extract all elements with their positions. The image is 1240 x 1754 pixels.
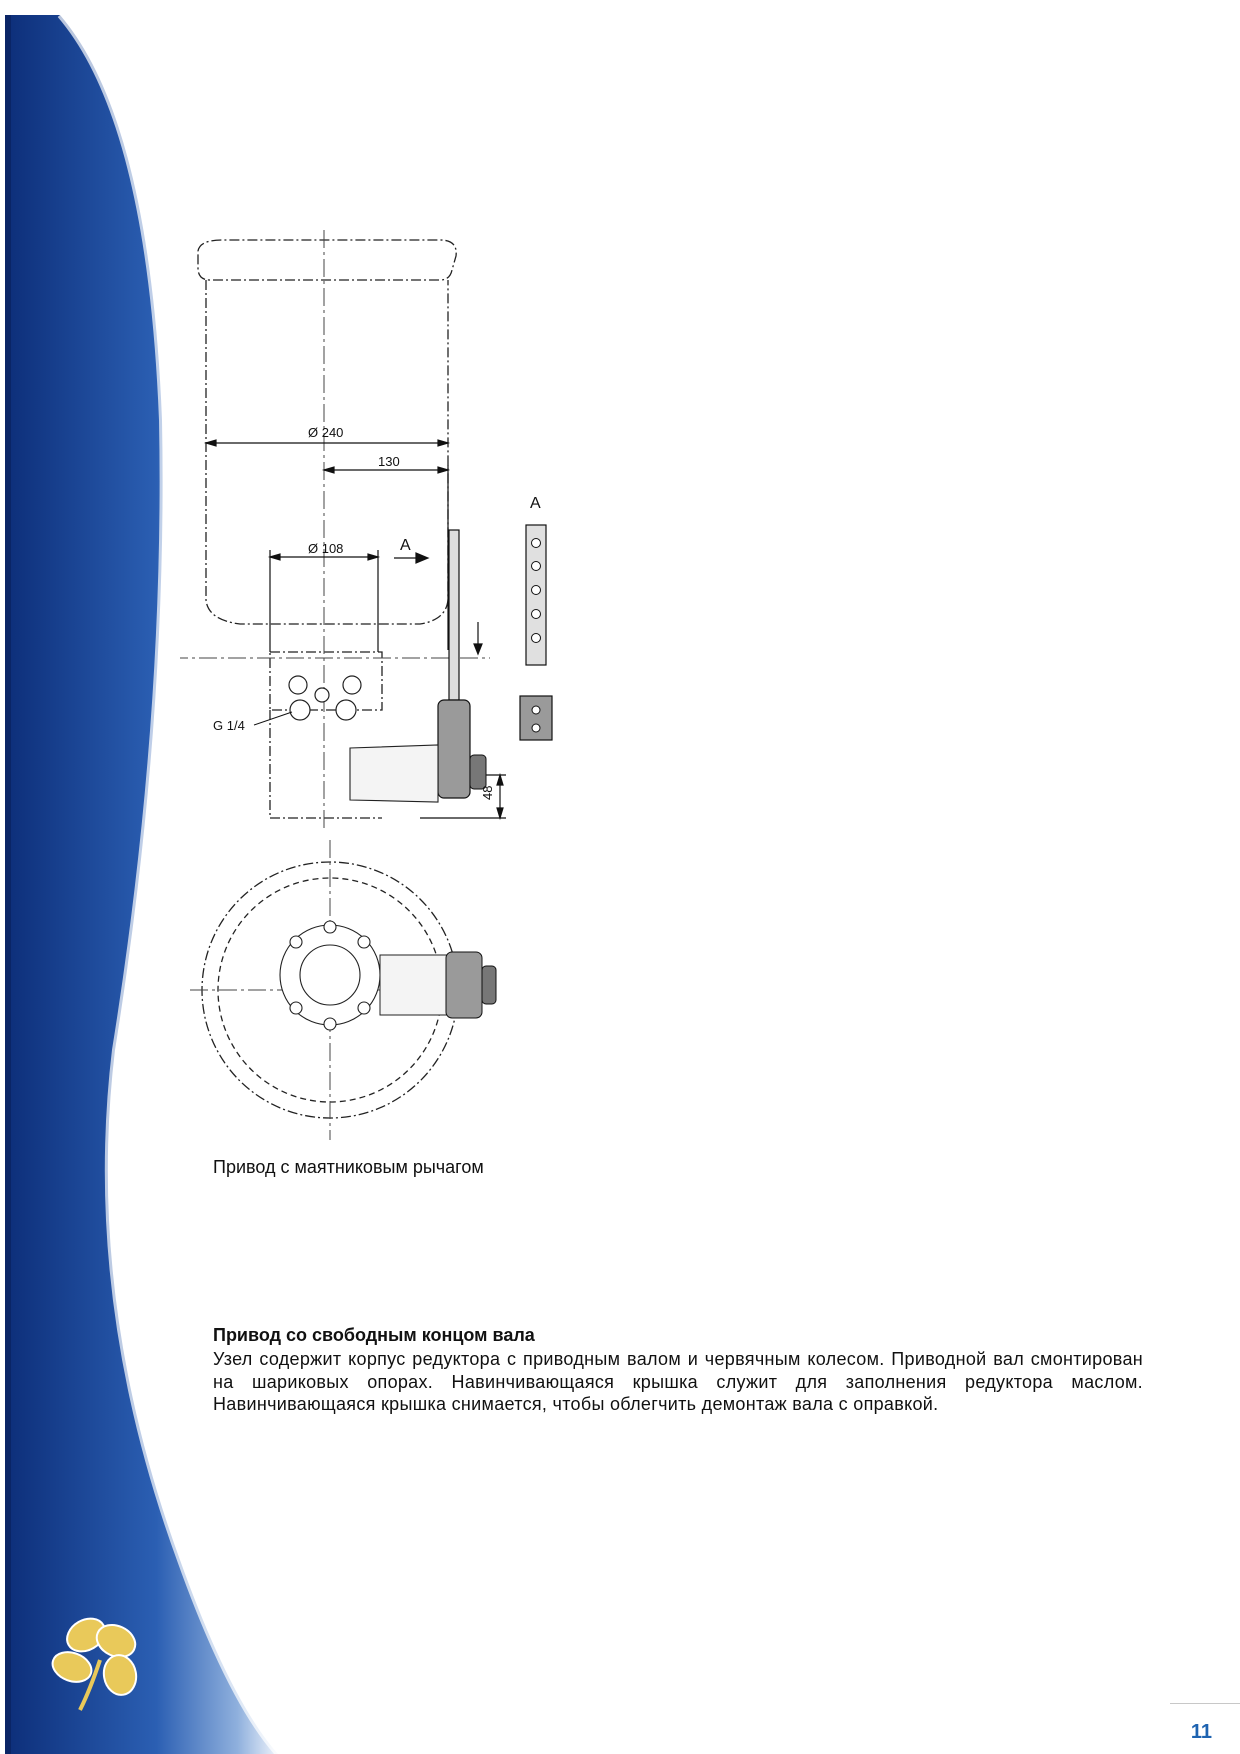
page-number: 11 (1190, 1721, 1212, 1743)
view-label-detail: A (530, 495, 541, 512)
section-body: Узел содержит корпус редуктора с приводным валом и червячным колесом. Приводной вал смонтирован на шариковых опорах. Навинчивающаяся крышка служит для заполнения редуктора маслом. Навинчивающаяся крышка снимается, чтобы облегчить демонтаж вала с оправкой. (213, 1349, 1143, 1414)
figure-caption: Привод с маятниковым рычагом (213, 1157, 484, 1177)
view-label-arrow: A (400, 537, 411, 554)
section-heading: Привод со свободным концом вала (213, 1325, 535, 1345)
page-number-rule (1170, 1703, 1240, 1704)
dim-d240: Ø 240 (308, 425, 344, 440)
dim-d108: Ø 108 (308, 541, 344, 556)
dim-130: 130 (378, 454, 400, 469)
dim-48: 48 (480, 785, 495, 800)
thread-label: G 1/4 (213, 718, 245, 733)
section-block (213, 1325, 1143, 1416)
technical-drawing (180, 225, 580, 1180)
